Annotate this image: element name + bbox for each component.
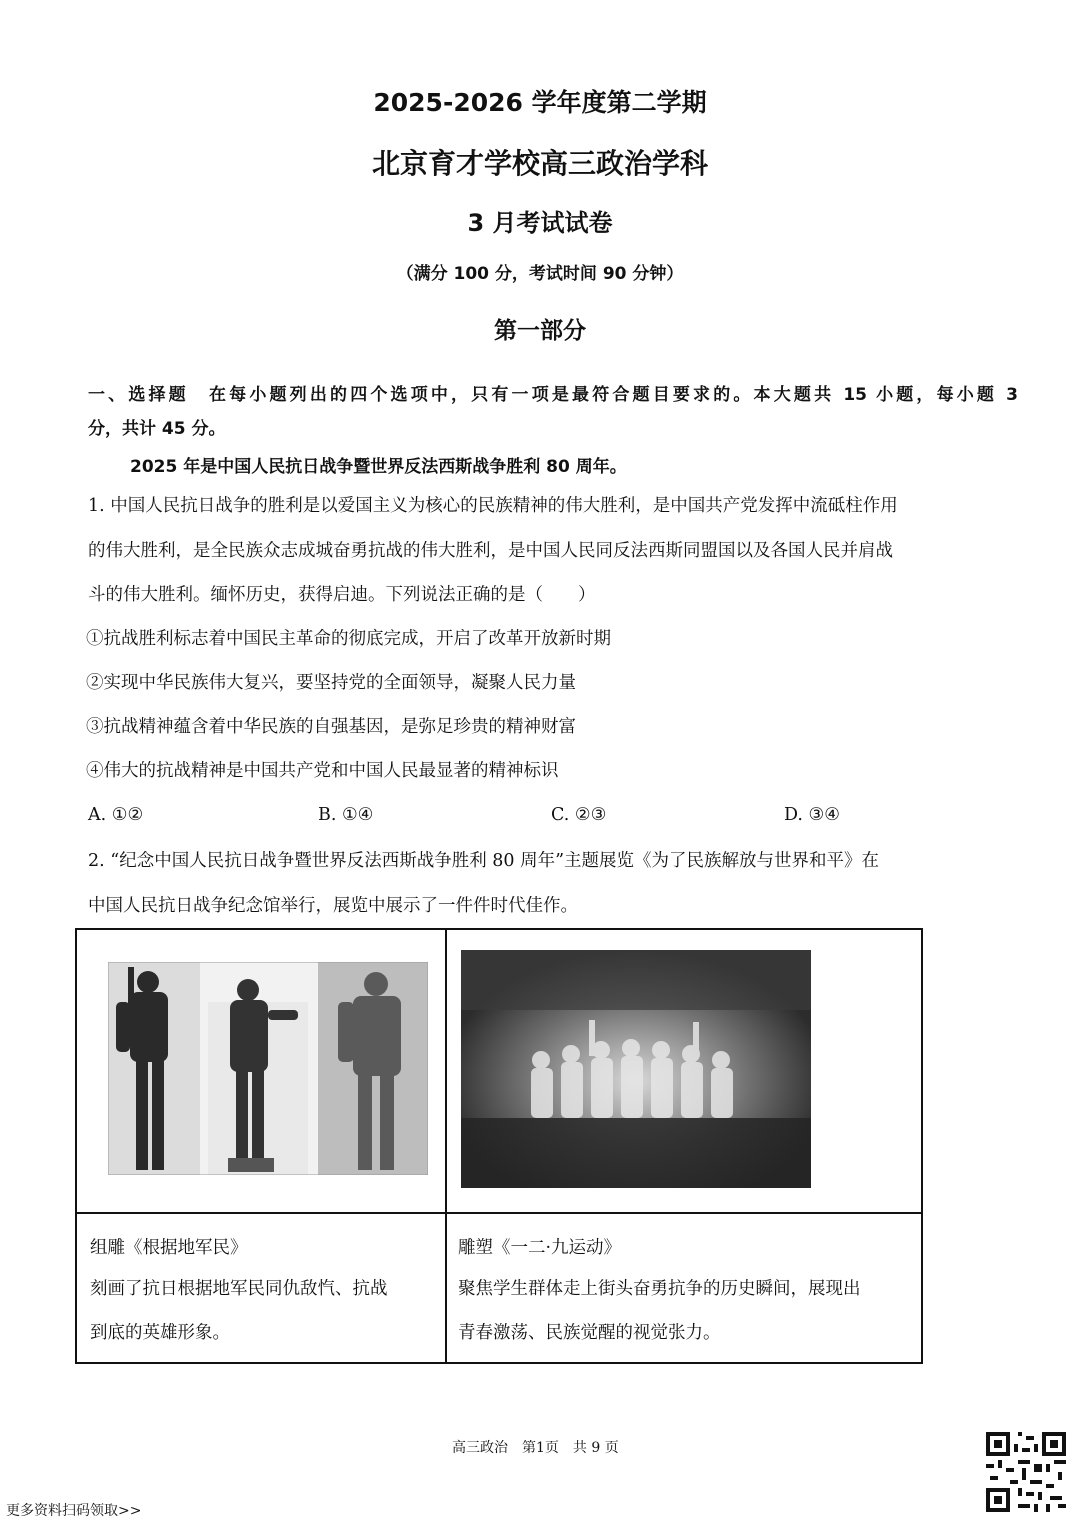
december-ninth-sculpture-photo <box>461 950 811 1188</box>
q1-statement-2: ②实现中华民族伟大复兴，要坚持党的全面领导，凝聚人民力量 <box>86 673 576 693</box>
instructions-line-2: 分，共计 45 分。 <box>88 419 226 439</box>
more-resources-link[interactable]: 更多资料扫码领取>> <box>6 1503 142 1519</box>
q2-stem-line-2: 中国人民抗日战争纪念馆举行，展览中展示了一件件时代佳作。 <box>88 896 578 916</box>
left-artwork-desc-1: 刻画了抗日根据地军民同仇敌忾、抗战 <box>90 1279 388 1299</box>
exam-school-subject: 北京育才学校高三政治学科 <box>371 147 708 180</box>
page-number: 高三政治 第1页 共 9 页 <box>452 1440 619 1456</box>
exam-term: 2025-2026 学年度第二学期 <box>373 88 707 117</box>
q1-stem-line-3: 斗的伟大胜利。缅怀历史，获得启迪。下列说法正确的是（ ） <box>88 585 596 605</box>
soldiers-civilians-sculpture-image <box>108 962 428 1175</box>
qr-code-icon <box>986 1432 1066 1512</box>
left-artwork-desc-2: 到底的英雄形象。 <box>90 1323 230 1343</box>
qr-code[interactable] <box>986 1432 1066 1512</box>
score-and-time: （满分 100 分，考试时间 90 分钟） <box>396 264 684 284</box>
right-artwork-desc-1: 聚焦学生群体走上街头奋勇抗争的历史瞬间，展现出 <box>458 1279 861 1299</box>
q1-stem-line-2: 的伟大胜利，是全民族众志成城奋勇抗战的伟大胜利，是中国人民同反法西斯同盟国以及各国人民并肩战 <box>88 541 893 561</box>
q1-option-b[interactable]: B. ①④ <box>318 805 374 825</box>
exam-title: 3 月考试试卷 <box>467 209 613 237</box>
q1-option-d[interactable]: D. ③④ <box>784 805 840 825</box>
q1-statement-4: ④伟大的抗战精神是中国共产党和中国人民最显著的精神标识 <box>86 761 559 781</box>
student-movement-sculpture-image <box>461 950 811 1188</box>
sculpture-group-photo <box>108 962 428 1175</box>
right-artwork-desc-2: 青春激荡、民族觉醒的视觉张力。 <box>458 1323 721 1343</box>
q1-stem-line-1: 1. 中国人民抗日战争的胜利是以爱国主义为核心的民族精神的伟大胜利，是中国共产党发挥中流砥柱作用 <box>88 496 898 516</box>
right-artwork-title: 雕塑《一二·九运动》 <box>458 1238 622 1258</box>
context-statement: 2025 年是中国人民抗日战争暨世界反法西斯战争胜利 80 周年。 <box>130 457 627 477</box>
part-heading: 第一部分 <box>494 318 586 344</box>
left-artwork-title: 组雕《根据地军民》 <box>90 1238 248 1258</box>
instructions-line-1: 一、选择题 在每小题列出的四个选项中，只有一项是最符合题目要求的。本大题共 15 小题，每小题 3 <box>88 385 1018 405</box>
q1-option-a[interactable]: A. ①② <box>88 805 144 825</box>
q2-stem-line-1: 2. “纪念中国人民抗日战争暨世界反法西斯战争胜利 80 周年”主题展览《为了民族解放与世界和平》在 <box>88 851 880 871</box>
section-instructions <box>88 378 1018 446</box>
q1-statement-1: ①抗战胜利标志着中国民主革命的彻底完成，开启了改革开放新时期 <box>86 629 611 649</box>
q1-statement-3: ③抗战精神蕴含着中华民族的自强基因，是弥足珍贵的精神财富 <box>86 717 576 737</box>
q1-option-c[interactable]: C. ②③ <box>551 805 607 825</box>
